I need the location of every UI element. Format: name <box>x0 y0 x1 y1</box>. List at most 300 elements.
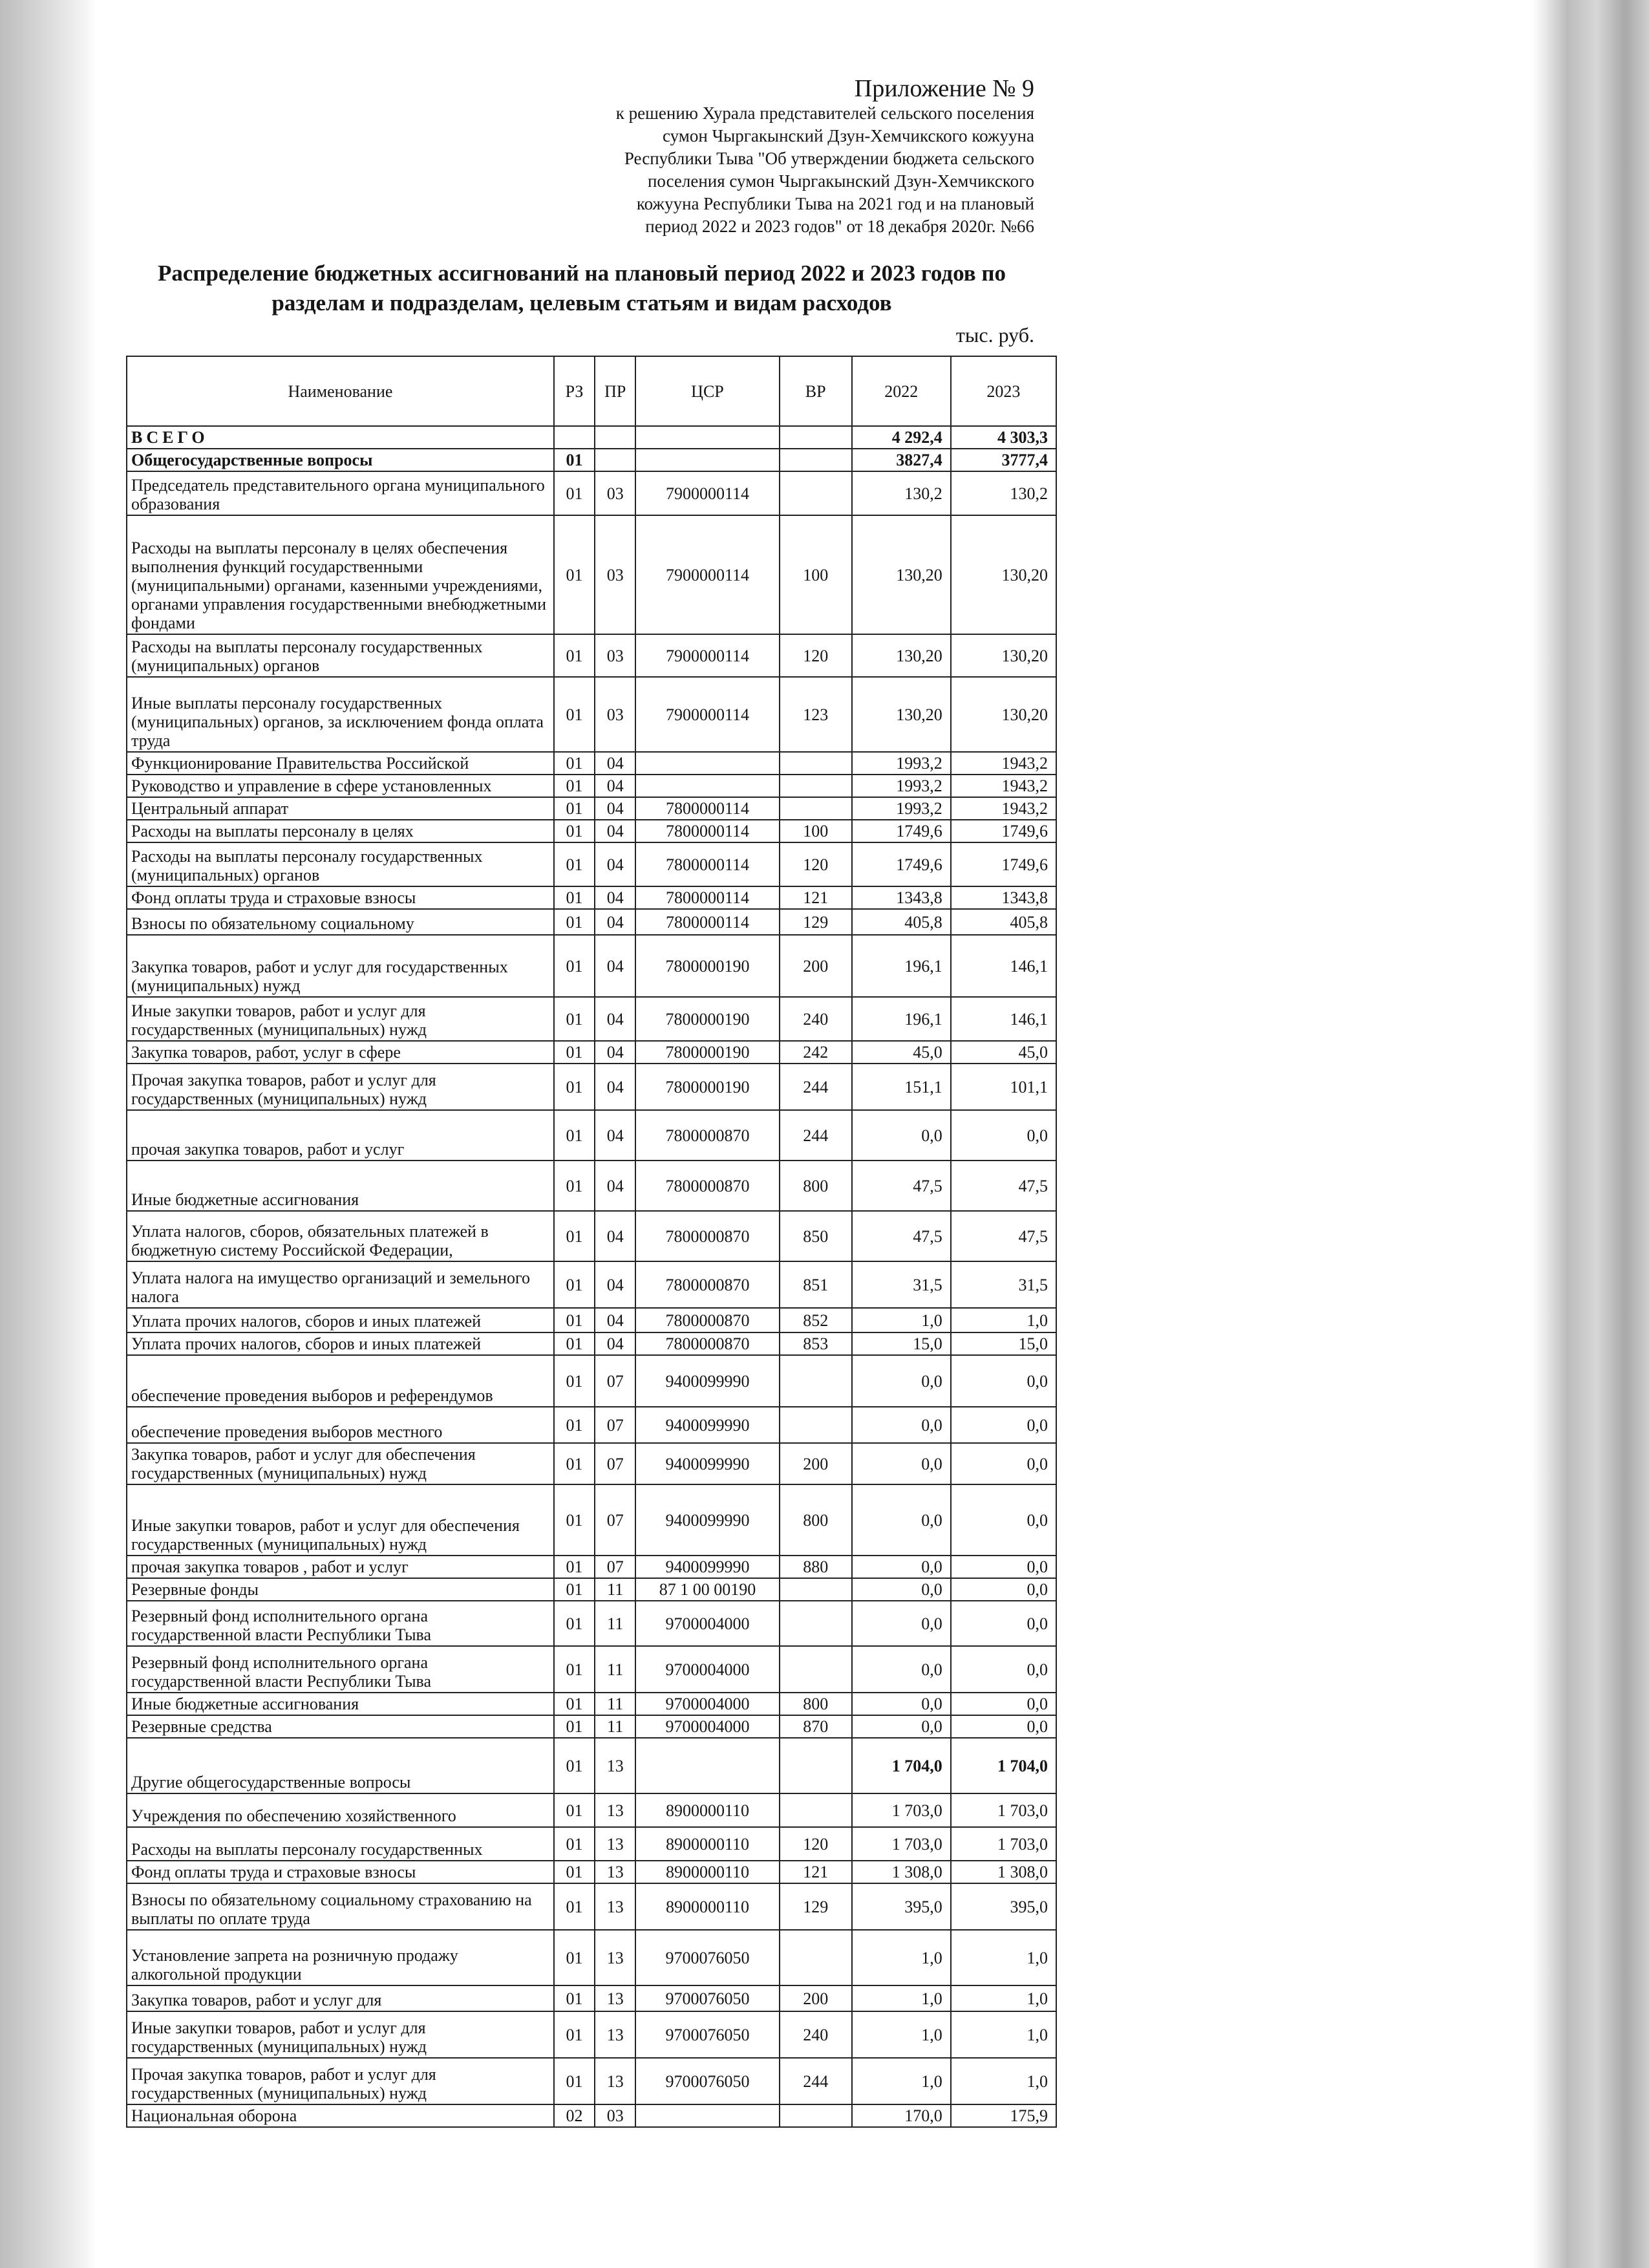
cell-vr: 121 <box>780 1861 852 1883</box>
cell-rz: 01 <box>554 1601 595 1646</box>
cell-2023: 130,20 <box>951 677 1056 752</box>
cell-rz: 01 <box>554 1110 595 1161</box>
cell-pr: 13 <box>595 1930 635 1985</box>
decision-line: к решению Хурала представителей сельского поселения <box>615 103 1034 123</box>
cell-2022: 47,5 <box>852 1161 951 1211</box>
cell-pr: 13 <box>595 1793 635 1827</box>
column-header-pr: ПР <box>595 356 635 426</box>
cell-csr: 9700076050 <box>635 2058 779 2104</box>
cell-2022: 47,5 <box>852 1211 951 1261</box>
cell-vr: 880 <box>780 1556 852 1578</box>
table-row <box>127 1578 1056 1601</box>
column-header-csr: ЦСР <box>635 356 779 426</box>
cell-csr: 7800000114 <box>635 909 779 935</box>
cell-name: Председатель представительного органа муниципального образования <box>127 471 554 515</box>
cell-2023: 1,0 <box>951 1308 1056 1332</box>
cell-rz: 01 <box>554 935 595 997</box>
cell-2023: 31,5 <box>951 1261 1056 1308</box>
cell-vr <box>780 2104 852 2127</box>
cell-2023: 1 704,0 <box>951 1738 1056 1793</box>
cell-pr: 11 <box>595 1578 635 1601</box>
cell-2023: 1,0 <box>951 2058 1056 2104</box>
cell-2022: 130,2 <box>852 471 951 515</box>
cell-2022: 196,1 <box>852 997 951 1041</box>
table-row <box>127 1693 1056 1715</box>
cell-2023: 0,0 <box>951 1715 1056 1738</box>
cell-vr: 123 <box>780 677 852 752</box>
cell-2023: 101,1 <box>951 1064 1056 1110</box>
cell-name: Иные закупки товаров, работ и услуг для обеспечения государственных (муниципальных) нужд <box>127 1484 554 1556</box>
cell-csr: 7800000114 <box>635 842 779 886</box>
cell-2022: 0,0 <box>852 1110 951 1161</box>
cell-vr <box>780 1601 852 1646</box>
cell-2022: 0,0 <box>852 1646 951 1693</box>
cell-csr: 7800000190 <box>635 1041 779 1064</box>
cell-2023: 395,0 <box>951 1883 1056 1930</box>
cell-csr: 9700076050 <box>635 2011 779 2058</box>
cell-vr <box>780 1646 852 1693</box>
table-row <box>127 1261 1056 1308</box>
cell-2022: 1993,2 <box>852 797 951 820</box>
cell-pr: 04 <box>595 797 635 820</box>
cell-csr: 9700076050 <box>635 1930 779 1985</box>
cell-name: Расходы на выплаты персоналу государственных (муниципальных) органов <box>127 842 554 886</box>
cell-2023: 146,1 <box>951 997 1056 1041</box>
cell-2023: 45,0 <box>951 1041 1056 1064</box>
cell-name: Резервный фонд исполнительного органа государственной власти Республики Тыва <box>127 1601 554 1646</box>
cell-name: Иные закупки товаров, работ и услуг для государственных (муниципальных) нужд <box>127 2011 554 2058</box>
cell-2023: 1749,6 <box>951 820 1056 842</box>
cell-name: Уплата налогов, сборов, обязательных платежей в бюджетную систему Российской Федерации, <box>127 1211 554 1261</box>
cell-vr <box>780 1930 852 1985</box>
appendix-number: Приложение № 9 <box>854 75 1034 102</box>
cell-name: Общегосударственные вопросы <box>127 449 554 471</box>
cell-2023: 1943,2 <box>951 752 1056 775</box>
cell-name: Иные бюджетные ассигнования <box>127 1161 554 1211</box>
cell-pr: 03 <box>595 677 635 752</box>
cell-vr: 120 <box>780 842 852 886</box>
cell-csr: 9400099990 <box>635 1407 779 1443</box>
decision-line: кожууна Республики Тыва на 2021 год и на плановый <box>636 194 1034 213</box>
cell-csr: 7800000870 <box>635 1308 779 1332</box>
cell-rz: 01 <box>554 677 595 752</box>
table-row <box>127 1064 1056 1110</box>
cell-rz: 01 <box>554 1883 595 1930</box>
cell-rz: 01 <box>554 449 595 471</box>
table-row <box>127 1861 1056 1883</box>
cell-name: Установление запрета на розничную продажу алкогольной продукции <box>127 1930 554 1985</box>
table-row <box>127 1738 1056 1793</box>
cell-pr: 04 <box>595 1211 635 1261</box>
cell-2022: 196,1 <box>852 935 951 997</box>
cell-2022: 130,20 <box>852 634 951 677</box>
cell-name: Руководство и управление в сфере установленных <box>127 775 554 797</box>
cell-2023: 0,0 <box>951 1556 1056 1578</box>
cell-pr: 03 <box>595 634 635 677</box>
cell-rz: 01 <box>554 1861 595 1883</box>
cell-pr: 04 <box>595 752 635 775</box>
cell-pr: 11 <box>595 1693 635 1715</box>
cell-vr: 200 <box>780 935 852 997</box>
cell-2023: 1 703,0 <box>951 1827 1056 1861</box>
cell-2023: 4 303,3 <box>951 426 1056 449</box>
cell-rz: 01 <box>554 2011 595 2058</box>
cell-vr <box>780 1738 852 1793</box>
document-title-line: Распределение бюджетных ассигнований на плановый период 2022 и 2023 годов по <box>157 261 1006 286</box>
cell-rz: 01 <box>554 1332 595 1355</box>
cell-2022: 405,8 <box>852 909 951 935</box>
cell-csr: 7800000114 <box>635 886 779 909</box>
cell-2022: 1749,6 <box>852 820 951 842</box>
cell-vr <box>780 752 852 775</box>
cell-pr: 03 <box>595 471 635 515</box>
cell-2022: 3827,4 <box>852 449 951 471</box>
budget-table <box>126 356 1057 2128</box>
cell-name: Закупка товаров, работ и услуг для обеспечения государственных (муниципальных) нужд <box>127 1443 554 1484</box>
cell-rz: 01 <box>554 775 595 797</box>
cell-2023: 1343,8 <box>951 886 1056 909</box>
cell-2023: 3777,4 <box>951 449 1056 471</box>
cell-pr: 13 <box>595 1827 635 1861</box>
cell-vr <box>780 471 852 515</box>
table-row <box>127 2104 1056 2127</box>
table-body <box>127 426 1056 2127</box>
cell-csr: 7900000114 <box>635 471 779 515</box>
cell-csr: 7800000114 <box>635 820 779 842</box>
cell-2022: 1,0 <box>852 1985 951 2011</box>
cell-2023: 0,0 <box>951 1601 1056 1646</box>
table-row <box>127 471 1056 515</box>
column-header-vr: ВР <box>780 356 852 426</box>
cell-name: Взносы по обязательному социальному <box>127 909 554 935</box>
table-row <box>127 634 1056 677</box>
column-header-name: Наименование <box>127 356 554 426</box>
cell-pr: 04 <box>595 1110 635 1161</box>
cell-rz: 01 <box>554 1211 595 1261</box>
cell-csr: 7900000114 <box>635 634 779 677</box>
cell-name: Иные бюджетные ассигнования <box>127 1693 554 1715</box>
cell-name: Взносы по обязательному социальному страхованию на выплаты по оплате труда <box>127 1883 554 1930</box>
cell-pr: 13 <box>595 1861 635 1883</box>
decision-line: Республики Тыва "Об утверждении бюджета сельского <box>624 149 1034 168</box>
cell-2023: 1,0 <box>951 2011 1056 2058</box>
cell-rz: 01 <box>554 1578 595 1601</box>
cell-rz: 01 <box>554 1738 595 1793</box>
decision-reference <box>537 102 1034 238</box>
cell-name: Иные закупки товаров, работ и услуг для государственных (муниципальных) нужд <box>127 997 554 1041</box>
cell-2022: 0,0 <box>852 1715 951 1738</box>
cell-vr: 800 <box>780 1161 852 1211</box>
cell-name: Закупка товаров, работ и услуг для государственных (муниципальных) нужд <box>127 935 554 997</box>
table-header-row <box>127 356 1056 426</box>
table-row <box>127 1332 1056 1355</box>
cell-pr: 11 <box>595 1715 635 1738</box>
cell-2023: 1749,6 <box>951 842 1056 886</box>
cell-name: Резервные фонды <box>127 1578 554 1601</box>
cell-rz: 01 <box>554 1930 595 1985</box>
cell-2022: 31,5 <box>852 1261 951 1308</box>
cell-vr: 240 <box>780 2011 852 2058</box>
cell-rz: 01 <box>554 1646 595 1693</box>
table-row <box>127 1985 1056 2011</box>
table-row <box>127 1601 1056 1646</box>
document-title-line: разделам и подразделам, целевым статьям и видам расходов <box>271 290 892 316</box>
cell-name: Фонд оплаты труда и страховые взносы <box>127 886 554 909</box>
cell-2023: 1943,2 <box>951 775 1056 797</box>
table-row <box>127 820 1056 842</box>
cell-2022: 15,0 <box>852 1332 951 1355</box>
cell-rz <box>554 426 595 449</box>
cell-rz: 01 <box>554 1693 595 1715</box>
cell-name: Национальная оборона <box>127 2104 554 2127</box>
table-row <box>127 797 1056 820</box>
cell-2022: 151,1 <box>852 1064 951 1110</box>
cell-vr: 100 <box>780 820 852 842</box>
cell-2022: 1 308,0 <box>852 1861 951 1883</box>
cell-rz: 01 <box>554 1355 595 1407</box>
table-row <box>127 909 1056 935</box>
cell-2023: 130,20 <box>951 634 1056 677</box>
cell-name: Расходы на выплаты персоналу государственных (муниципальных) органов <box>127 634 554 677</box>
table-row <box>127 1556 1056 1578</box>
cell-csr <box>635 775 779 797</box>
cell-rz: 01 <box>554 886 595 909</box>
cell-csr: 8900000110 <box>635 1861 779 1883</box>
cell-name: Уплата налога на имущество организаций и земельного налога <box>127 1261 554 1308</box>
table-row <box>127 1110 1056 1161</box>
table-row <box>127 2011 1056 2058</box>
cell-2022: 0,0 <box>852 1578 951 1601</box>
cell-rz: 01 <box>554 1064 595 1110</box>
cell-rz: 01 <box>554 1484 595 1556</box>
cell-pr <box>595 426 635 449</box>
table-row <box>127 935 1056 997</box>
cell-2022: 170,0 <box>852 2104 951 2127</box>
cell-pr: 04 <box>595 1261 635 1308</box>
cell-csr: 7800000190 <box>635 935 779 997</box>
cell-2022: 0,0 <box>852 1355 951 1407</box>
cell-csr <box>635 426 779 449</box>
cell-2023: 130,2 <box>951 471 1056 515</box>
cell-vr: 244 <box>780 1110 852 1161</box>
cell-csr: 7900000114 <box>635 677 779 752</box>
cell-2022: 0,0 <box>852 1484 951 1556</box>
cell-vr: 244 <box>780 1064 852 1110</box>
cell-pr <box>595 449 635 471</box>
cell-vr: 129 <box>780 1883 852 1930</box>
table-row <box>127 449 1056 471</box>
document-title <box>123 259 1041 318</box>
cell-2022: 1,0 <box>852 1930 951 1985</box>
cell-name: Расходы на выплаты персоналу государственных <box>127 1827 554 1861</box>
cell-pr: 07 <box>595 1484 635 1556</box>
table-row <box>127 1827 1056 1861</box>
cell-vr: 244 <box>780 2058 852 2104</box>
cell-2023: 0,0 <box>951 1693 1056 1715</box>
cell-name: ВСЕГО <box>127 426 554 449</box>
cell-pr: 13 <box>595 2058 635 2104</box>
cell-2023: 0,0 <box>951 1407 1056 1443</box>
cell-csr: 9400099990 <box>635 1556 779 1578</box>
cell-name: Другие общегосударственные вопросы <box>127 1738 554 1793</box>
cell-name: Прочая закупка товаров, работ и услуг для государственных (муниципальных) нужд <box>127 2058 554 2104</box>
cell-name: Уплата прочих налогов, сборов и иных платежей <box>127 1308 554 1332</box>
cell-pr: 04 <box>595 1041 635 1064</box>
cell-pr: 13 <box>595 2011 635 2058</box>
cell-vr: 800 <box>780 1484 852 1556</box>
table-row <box>127 886 1056 909</box>
table-row <box>127 1793 1056 1827</box>
cell-vr: 853 <box>780 1332 852 1355</box>
cell-pr: 04 <box>595 997 635 1041</box>
cell-2023: 0,0 <box>951 1110 1056 1161</box>
cell-2022: 1993,2 <box>852 752 951 775</box>
cell-2022: 1 703,0 <box>852 1793 951 1827</box>
units-label: тыс. руб. <box>955 323 1034 347</box>
cell-name: обеспечение проведения выборов местного <box>127 1407 554 1443</box>
cell-csr: 7800000870 <box>635 1161 779 1211</box>
cell-2023: 1,0 <box>951 1985 1056 2011</box>
cell-vr: 121 <box>780 886 852 909</box>
cell-vr: 870 <box>780 1715 852 1738</box>
cell-2022: 1,0 <box>852 1308 951 1332</box>
column-header-2022: 2022 <box>852 356 951 426</box>
decision-line: поселения сумон Чыргакынский Дзун-Хемчикского <box>647 171 1034 191</box>
cell-pr: 04 <box>595 909 635 935</box>
cell-name: обеспечение проведения выборов и референдумов <box>127 1355 554 1407</box>
cell-2023: 1,0 <box>951 1930 1056 1985</box>
cell-pr: 07 <box>595 1556 635 1578</box>
cell-name: Уплата прочих налогов, сборов и иных платежей <box>127 1332 554 1355</box>
cell-csr <box>635 1738 779 1793</box>
cell-2023: 0,0 <box>951 1443 1056 1484</box>
table-row <box>127 997 1056 1041</box>
cell-2023: 0,0 <box>951 1355 1056 1407</box>
cell-2023: 1 703,0 <box>951 1793 1056 1827</box>
cell-2023: 0,0 <box>951 1578 1056 1601</box>
cell-csr: 8900000110 <box>635 1883 779 1930</box>
cell-csr: 7800000870 <box>635 1110 779 1161</box>
cell-rz: 01 <box>554 1985 595 2011</box>
scan-right-edge-shadow <box>1532 0 1649 2268</box>
table-row <box>127 2058 1056 2104</box>
cell-vr: 120 <box>780 634 852 677</box>
decision-line: период 2022 и 2023 годов" от 18 декабря 2020г. №66 <box>645 217 1034 236</box>
cell-name: прочая закупка товаров, работ и услуг <box>127 1110 554 1161</box>
cell-vr: 242 <box>780 1041 852 1064</box>
table-row <box>127 775 1056 797</box>
cell-pr: 04 <box>595 820 635 842</box>
cell-pr: 04 <box>595 842 635 886</box>
cell-csr <box>635 752 779 775</box>
table-row <box>127 1355 1056 1407</box>
table-row <box>127 1646 1056 1693</box>
decision-line: сумон Чыргакынский Дзун-Хемчикского кожууна <box>663 126 1034 145</box>
cell-name: Резервный фонд исполнительного органа государственной власти Республики Тыва <box>127 1646 554 1693</box>
cell-pr: 04 <box>595 1332 635 1355</box>
cell-csr: 7900000114 <box>635 515 779 634</box>
table-row <box>127 677 1056 752</box>
cell-rz: 02 <box>554 2104 595 2127</box>
table-row <box>127 1308 1056 1332</box>
cell-2022: 1,0 <box>852 2058 951 2104</box>
cell-rz: 01 <box>554 2058 595 2104</box>
cell-pr: 04 <box>595 886 635 909</box>
cell-2022: 1343,8 <box>852 886 951 909</box>
cell-csr: 9400099990 <box>635 1484 779 1556</box>
table-row <box>127 515 1056 634</box>
cell-2022: 1,0 <box>852 2011 951 2058</box>
cell-name: Расходы на выплаты персоналу в целях обеспечения выполнения функций государственными (муниципальными) органами, казенными учреждениями, органами управления государственными внебюджетными фондами <box>127 515 554 634</box>
cell-rz: 01 <box>554 909 595 935</box>
cell-csr: 9700004000 <box>635 1646 779 1693</box>
table-row <box>127 1211 1056 1261</box>
cell-csr: 7800000190 <box>635 997 779 1041</box>
cell-csr: 9700004000 <box>635 1715 779 1738</box>
cell-name: Фонд оплаты труда и страховые взносы <box>127 1861 554 1883</box>
cell-2022: 1749,6 <box>852 842 951 886</box>
cell-name: прочая закупка товаров , работ и услуг <box>127 1556 554 1578</box>
cell-2022: 1 703,0 <box>852 1827 951 1861</box>
cell-rz: 01 <box>554 752 595 775</box>
cell-vr <box>780 1578 852 1601</box>
cell-csr: 9700004000 <box>635 1693 779 1715</box>
cell-2023: 47,5 <box>951 1161 1056 1211</box>
cell-rz: 01 <box>554 1308 595 1332</box>
cell-rz: 01 <box>554 1041 595 1064</box>
cell-name: Иные выплаты персоналу государственных (муниципальных) органов, за исключением фонда оплата труда <box>127 677 554 752</box>
cell-vr: 200 <box>780 1985 852 2011</box>
cell-csr: 9400099990 <box>635 1355 779 1407</box>
cell-name: Резервные средства <box>127 1715 554 1738</box>
cell-name: Закупка товаров, работ и услуг для <box>127 1985 554 2011</box>
cell-rz: 01 <box>554 797 595 820</box>
cell-2023: 15,0 <box>951 1332 1056 1355</box>
cell-2022: 4 292,4 <box>852 426 951 449</box>
cell-csr: 9700004000 <box>635 1601 779 1646</box>
cell-name: Учреждения по обеспечению хозяйственного <box>127 1793 554 1827</box>
cell-name: Закупка товаров, работ, услуг в сфере <box>127 1041 554 1064</box>
cell-2023: 1 308,0 <box>951 1861 1056 1883</box>
cell-pr: 03 <box>595 2104 635 2127</box>
cell-rz: 01 <box>554 842 595 886</box>
cell-pr: 03 <box>595 515 635 634</box>
cell-pr: 04 <box>595 1161 635 1211</box>
cell-2022: 1993,2 <box>852 775 951 797</box>
cell-vr: 851 <box>780 1261 852 1308</box>
cell-vr: 800 <box>780 1693 852 1715</box>
cell-vr: 240 <box>780 997 852 1041</box>
cell-rz: 01 <box>554 1161 595 1211</box>
cell-pr: 07 <box>595 1443 635 1484</box>
cell-rz: 01 <box>554 1407 595 1443</box>
cell-2023: 130,20 <box>951 515 1056 634</box>
cell-pr: 07 <box>595 1355 635 1407</box>
cell-pr: 04 <box>595 1064 635 1110</box>
cell-rz: 01 <box>554 1827 595 1861</box>
cell-pr: 04 <box>595 935 635 997</box>
cell-csr: 8900000110 <box>635 1793 779 1827</box>
cell-csr: 87 1 00 00190 <box>635 1578 779 1601</box>
cell-rz: 01 <box>554 997 595 1041</box>
cell-vr <box>780 1355 852 1407</box>
cell-2022: 130,20 <box>852 677 951 752</box>
cell-rz: 01 <box>554 1261 595 1308</box>
cell-rz: 01 <box>554 634 595 677</box>
table-row <box>127 1484 1056 1556</box>
column-header-2023: 2023 <box>951 356 1056 426</box>
cell-vr <box>780 1793 852 1827</box>
